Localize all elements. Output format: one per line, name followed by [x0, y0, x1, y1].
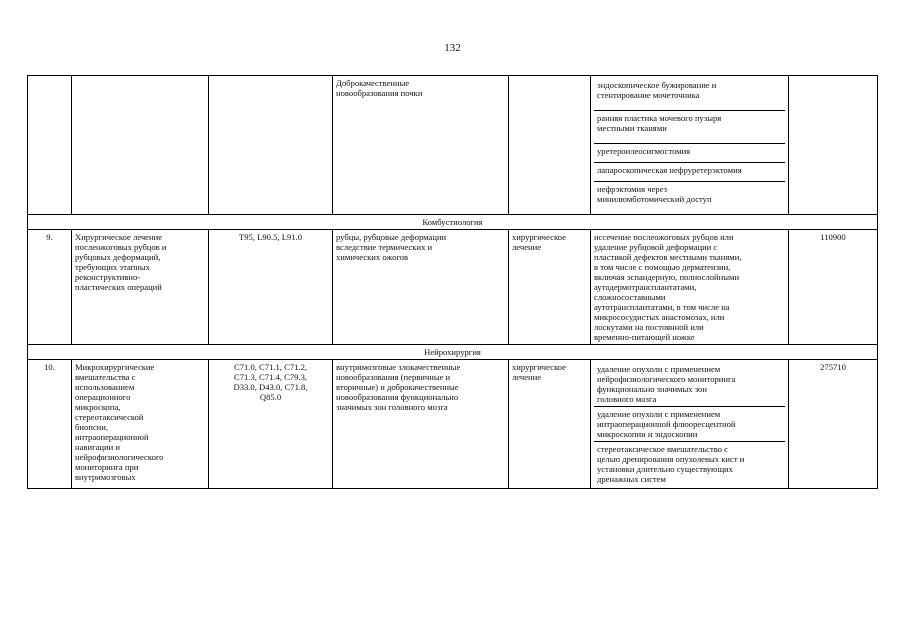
- name-line: реконструктивно-: [75, 272, 141, 282]
- method-line: нейрофизиологического мониторинга: [597, 374, 736, 384]
- method-line: местными тканями: [597, 123, 667, 133]
- method-line: включая эспандерную, полнослойными: [594, 272, 740, 282]
- method-line: головного мозга: [597, 394, 657, 404]
- cell-name: [72, 76, 209, 215]
- name-line: интраоперационной: [75, 432, 149, 442]
- codes-line: C71.0, C71.1, C71.2,: [233, 362, 308, 372]
- method-line: дренажных систем: [597, 474, 666, 484]
- method-line: установки длительно существующих: [597, 464, 733, 474]
- method-line: нефрэктомия через: [597, 184, 668, 194]
- method-line: сложносоставными: [594, 292, 666, 302]
- cell-price: 275710: [789, 360, 878, 489]
- page-number: 132: [444, 42, 461, 54]
- cell-price: [789, 76, 878, 215]
- method-line: удаление рубцовой деформации с: [594, 242, 718, 252]
- method-item: [594, 163, 785, 182]
- name-line: Микрохирургические: [75, 362, 155, 372]
- treatment-line: лечение: [512, 242, 542, 252]
- codes-line: C71.3, C71.4, C79.3,: [233, 372, 308, 382]
- method-item: [594, 362, 785, 407]
- section-title: Комбустиология: [28, 215, 878, 230]
- method-line: стентирование мочеточника: [597, 90, 700, 100]
- method-line: микрососудистых анастомозах, или: [594, 312, 725, 322]
- name-line: нейрофизиологического: [75, 452, 164, 462]
- cell-num: [28, 76, 72, 215]
- name-line: вмешательства с: [75, 372, 136, 382]
- method-line: стереотаксическое вмешательство с: [597, 444, 728, 454]
- cell-price: 110900: [789, 230, 878, 345]
- section-title: Нейрохирургия: [28, 345, 878, 360]
- cell-num: 9.: [28, 230, 72, 345]
- services-table: [27, 75, 878, 489]
- method-line: аутотрансплантатами, в том числе на: [594, 302, 730, 312]
- treatment-line: хирургическое: [512, 232, 566, 242]
- cell-diagnosis: [333, 76, 509, 215]
- diagnosis-line: химических ожогов: [336, 252, 409, 262]
- method-line: интраоперационной флюоресцентной: [597, 419, 736, 429]
- cell-name: [72, 230, 209, 345]
- diagnosis-line: внутримозговые злокачественные: [336, 362, 461, 372]
- codes-line: D33.0, D43.0, C71.8,: [233, 382, 308, 392]
- cell-treatment: [509, 76, 591, 215]
- method-item: [594, 442, 785, 487]
- name-line: требующих этапных: [75, 262, 150, 272]
- name-line: пластических операций: [75, 282, 162, 292]
- table-row-9: [28, 230, 878, 345]
- method-line: удаление опухоли с применением: [597, 409, 721, 419]
- treatment-line: лечение: [512, 372, 542, 382]
- diagnosis-line: вследствие термических и: [336, 242, 433, 252]
- diagnosis-line: новообразования (первичные и: [336, 372, 451, 382]
- cell-diagnosis: [333, 230, 509, 345]
- cell-treatment: [509, 360, 591, 489]
- method-item: [594, 182, 785, 213]
- method-line: аутодермотрансплантатами,: [594, 282, 697, 292]
- method-line: временно-питающей ножке: [594, 332, 695, 342]
- name-line: мониторинга при: [75, 462, 139, 472]
- methods-list: [594, 362, 785, 486]
- name-line: внутримозговых: [75, 472, 136, 482]
- cell-codes: [209, 360, 333, 489]
- table-row-continuation: [28, 76, 878, 215]
- method-line: лапароскопическая нефруретерэктомия: [597, 165, 742, 175]
- cell-methods: [591, 230, 789, 345]
- diagnosis-line: рубцы, рубцовые деформации: [336, 232, 447, 242]
- method-line: функционально значимых зон: [597, 384, 707, 394]
- cell-diagnosis: [333, 360, 509, 489]
- name-line: навигации и: [75, 442, 120, 452]
- cell-num: 10.: [28, 360, 72, 489]
- method-item: [594, 78, 785, 111]
- section-row-burns: [28, 215, 878, 230]
- cell-methods: [591, 360, 789, 489]
- name-line: микроскопа,: [75, 402, 121, 412]
- cell-treatment: [509, 230, 591, 345]
- method-line: в том числе с помощью дерматензии,: [594, 262, 731, 272]
- method-line: целью дренирования опухолевых кист и: [597, 454, 745, 464]
- diagnosis-line: Доброкачественные: [336, 78, 410, 88]
- section-row-neurosurgery: [28, 345, 878, 360]
- cell-methods: [591, 76, 789, 215]
- treatment-line: хирургическое: [512, 362, 566, 372]
- name-line: Хирургическое лечение: [75, 232, 163, 242]
- diagnosis-line: вторичные) и доброкачественные: [336, 382, 459, 392]
- method-line: лоскутами на постоянной или: [594, 322, 704, 332]
- cell-name: [72, 360, 209, 489]
- method-line: микроскопии и эндоскопии: [597, 429, 698, 439]
- name-line: рубцовых деформаций,: [75, 252, 161, 262]
- name-line: послеожоговых рубцов и: [75, 242, 167, 252]
- diagnosis-line: значимых зон головного мозга: [336, 402, 448, 412]
- table-row-10: [28, 360, 878, 489]
- method-line: пластикой дефектов местными тканями,: [594, 252, 742, 262]
- codes-line: Q85.0: [259, 392, 282, 402]
- method-item: [594, 144, 785, 163]
- method-line: минилюмботомический доступ: [597, 194, 712, 204]
- method-line: ранняя пластика мочевого пузыря: [597, 113, 722, 123]
- cell-codes: T95, L90.5, L91.0: [209, 230, 333, 345]
- diagnosis-line: новообразования функционально: [336, 392, 459, 402]
- method-line: эндоскопическое бужирование и: [597, 80, 717, 90]
- name-line: стереотаксической: [75, 412, 144, 422]
- cell-codes: [209, 76, 333, 215]
- method-line: иссечение послеожоговых рубцов или: [594, 232, 734, 242]
- diagnosis-line: новообразования почки: [336, 88, 423, 98]
- method-line: удаление опухоли с применением: [597, 364, 721, 374]
- methods-list: [594, 78, 785, 212]
- method-line: уретероилеосигмостомия: [597, 146, 691, 156]
- name-line: использованием: [75, 382, 135, 392]
- method-item: [594, 407, 785, 442]
- name-line: биопсии,: [75, 422, 109, 432]
- method-item: [594, 111, 785, 144]
- name-line: операционного: [75, 392, 131, 402]
